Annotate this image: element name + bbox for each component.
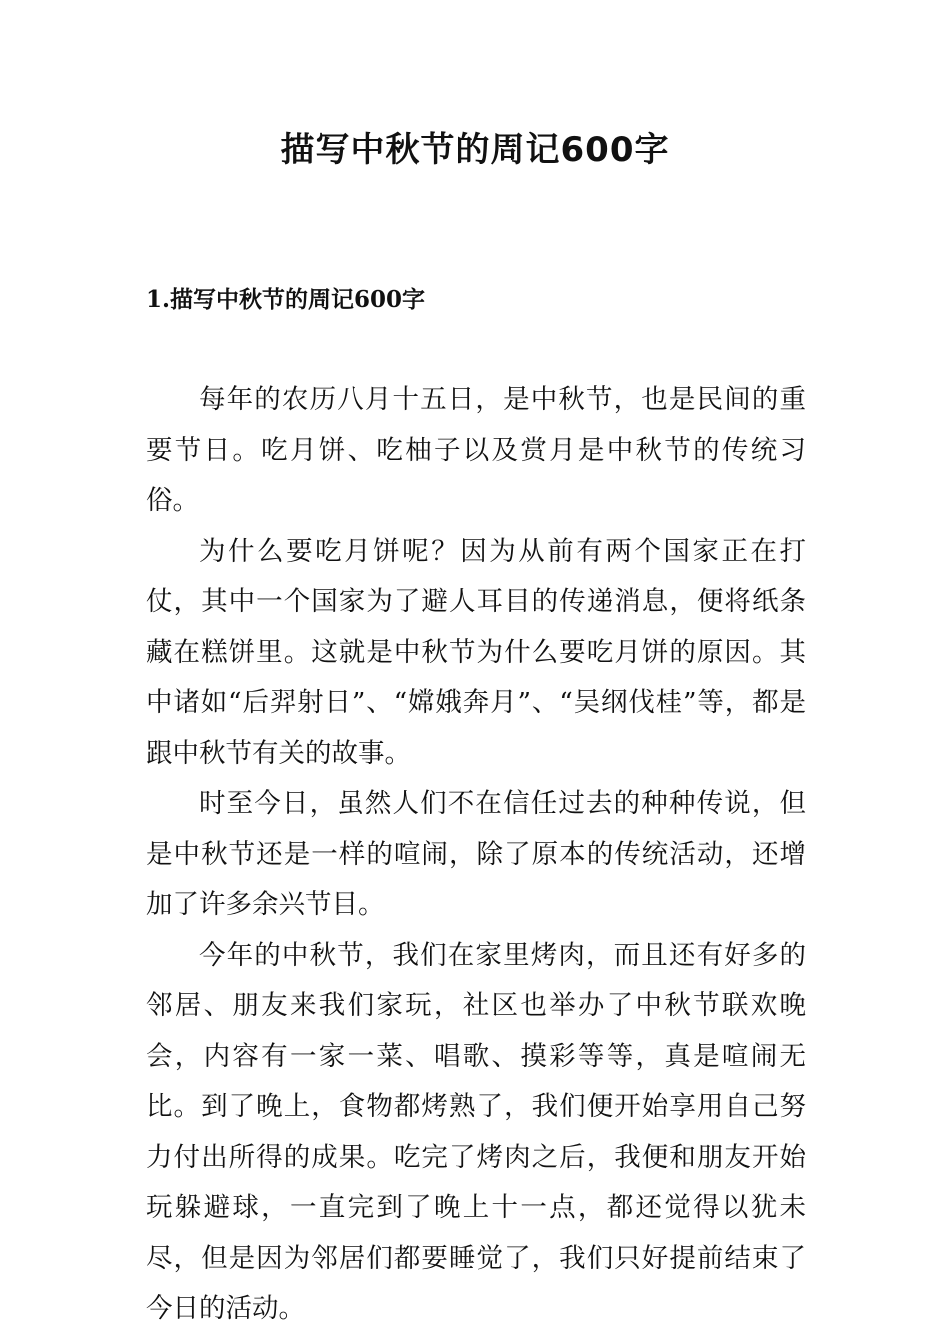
paragraph: 今年的中秋节，我们在家里烤肉，而且还有好多的邻居、朋友来我们家玩，社区也举办了中秋节联欢晚会，内容有一家一菜、唱歌、摸彩等等，真是喧闹无比。到了晚上，食物都烤熟了，我们便开始享用自己努力付出所得的成果。吃完了烤肉之后，我便和朋友开始玩躲避球，一直完到了晚上十一点，都还觉得以犹未尽，但是因为邻居们都要睡觉了，我们只好提前结束了今日的活动。 [146, 939, 806, 1324]
paragraph: 为什么要吃月饼呢？因为从前有两个国家正在打仗，其中一个国家为了避人耳目的传递消息，便将纸条藏在糕饼里。这就是中秋节为什么要吃月饼的原因。其中诸如“后羿射日”、“嫦娥奔月”、“吴纲伐桂”等，都是跟中秋节有关的故事。 [146, 535, 806, 769]
section-heading: 1.描写中秋节的周记600字 [146, 286, 426, 313]
paragraph: 每年的农历八月十五日，是中秋节，也是民间的重要节日。吃月饼、吃柚子以及赏月是中秋节的传统习俗。 [146, 384, 806, 516]
document-title: 描写中秋节的周记600字 [280, 130, 670, 170]
paragraph: 时至今日，虽然人们不在信任过去的种种传说，但是中秋节还是一样的喧闹，除了原本的传统活动，还增加了许多余兴节目。 [146, 788, 806, 920]
article-body [146, 375, 806, 1335]
